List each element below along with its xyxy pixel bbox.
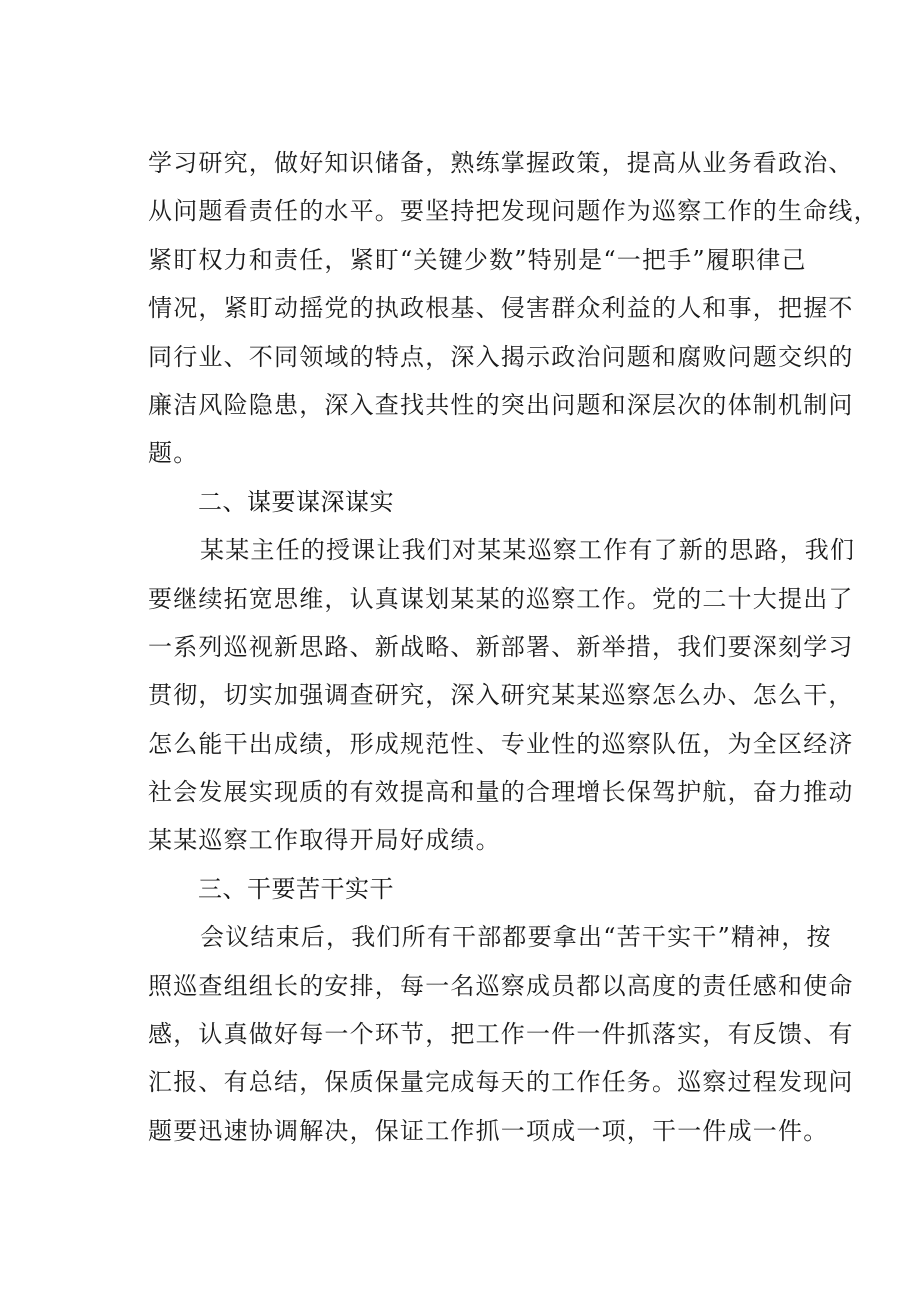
paragraph-section3 [148, 913, 854, 1155]
text-line: 汇报、有总结，保质保量完成每天的工作任务。巡察过程发现问 [148, 1068, 854, 1097]
paragraph-section2 [148, 526, 856, 865]
text-line: 情况，紧盯动摇党的执政根基、侵害群众利益的人和事，把握不 [148, 294, 854, 323]
text-line: 要继续拓宽思维，认真谋划某某的巡察工作。党的二十大提出了 [148, 584, 854, 613]
text-line: 题要迅速协调解决，保证工作抓一项成一项，干一件成一件。 [148, 1116, 829, 1145]
text-line: 学习研究，做好知识储备，熟练掌握政策，提高从业务看政治、 [148, 149, 854, 177]
text-line: 贯彻，切实加强调查研究，深入研究某某巡察怎么办、怎么干， [148, 681, 854, 710]
text-line: 社会发展实现质的有效提高和量的合理增长保驾护航，奋力推动 [148, 778, 854, 807]
text-line: 廉洁风险隐患，深入查找共性的突出问题和深层次的体制机制问 [148, 390, 854, 419]
text-line: 一系列巡视新思路、新战略、新部署、新举措，我们要深刻学习 [148, 632, 854, 661]
text-line: 怎么能干出成绩，形成规范性、专业性的巡察队伍，为全区经济 [148, 729, 854, 758]
text-line: 某某巡察工作取得开局好成绩。 [148, 826, 501, 855]
paragraph-section1 [148, 139, 879, 478]
text-line: 紧盯权力和责任，紧盯“关键少数”特别是“一把手”履职律己 [148, 245, 807, 274]
document-body [148, 139, 879, 1155]
text-line: 照巡查组组长的安排，每一名巡察成员都以高度的责任感和使命 [148, 971, 854, 1000]
text-line: 题。 [148, 439, 199, 468]
section-heading-3: 三、干要苦干实干 [198, 874, 394, 903]
text-line: 从问题看责任的水平。要坚持把发现问题作为巡察工作的生命线， [148, 197, 879, 226]
section-heading-2: 二、谋要谋深谋实 [198, 487, 394, 516]
text-line: 同行业、不同领域的特点，深入揭示政治问题和腐败问题交织的 [148, 342, 854, 371]
text-line: 会议结束后，我们所有干部都要拿出“苦干实干”精神，按 [200, 923, 832, 952]
text-line: 某某主任的授课让我们对某某巡察工作有了新的思路，我们 [200, 536, 856, 565]
text-line: 感，认真做好每一个环节，把工作一件一件抓落实，有反馈、有 [148, 1020, 854, 1049]
